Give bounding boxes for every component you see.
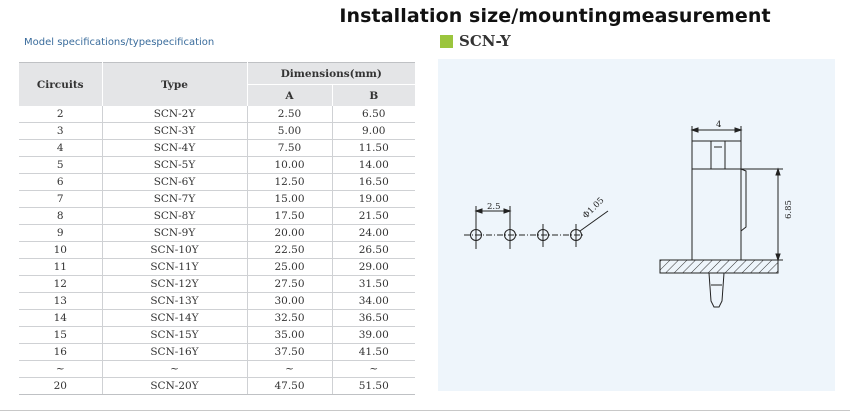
table-row bbox=[19, 259, 415, 276]
table-row bbox=[19, 276, 415, 293]
cell-type: SCN-5Y bbox=[102, 157, 247, 174]
cell-type: ~ bbox=[102, 361, 247, 378]
series-label bbox=[440, 32, 511, 50]
cell-b: 24.00 bbox=[332, 225, 415, 242]
pitch-label: 2.5 bbox=[487, 202, 501, 212]
header-type: Type bbox=[102, 63, 247, 107]
cell-circuits: 10 bbox=[19, 242, 102, 259]
cell-a: 10.00 bbox=[247, 157, 332, 174]
cell-a: 30.00 bbox=[247, 293, 332, 310]
table-row bbox=[19, 123, 415, 140]
cell-b: 6.50 bbox=[332, 106, 415, 123]
cell-b: 14.00 bbox=[332, 157, 415, 174]
cell-type: SCN-13Y bbox=[102, 293, 247, 310]
cell-a: 12.50 bbox=[247, 174, 332, 191]
cell-circuits: ~ bbox=[19, 361, 102, 378]
cell-circuits: 16 bbox=[19, 344, 102, 361]
spec-caption: Model specifications/typespecification bbox=[24, 37, 215, 48]
cell-a: 47.50 bbox=[247, 378, 332, 395]
connector-side-view bbox=[660, 126, 783, 307]
cell-a: ~ bbox=[247, 361, 332, 378]
cell-b: 9.00 bbox=[332, 123, 415, 140]
cell-type: SCN-14Y bbox=[102, 310, 247, 327]
cell-a: 7.50 bbox=[247, 140, 332, 157]
cell-b: ~ bbox=[332, 361, 415, 378]
cell-a: 37.50 bbox=[247, 344, 332, 361]
header-a: A bbox=[247, 85, 332, 107]
cell-circuits: 9 bbox=[19, 225, 102, 242]
cell-a: 25.00 bbox=[247, 259, 332, 276]
cell-circuits: 7 bbox=[19, 191, 102, 208]
cell-b: 16.50 bbox=[332, 174, 415, 191]
hole-diameter-label: Φ1.05 bbox=[581, 195, 607, 222]
table-row bbox=[19, 140, 415, 157]
header-circuits: Circuits bbox=[19, 63, 102, 107]
cell-type: SCN-3Y bbox=[102, 123, 247, 140]
cell-b: 26.50 bbox=[332, 242, 415, 259]
table-row bbox=[19, 378, 415, 395]
cell-circuits: 14 bbox=[19, 310, 102, 327]
cell-b: 51.50 bbox=[332, 378, 415, 395]
header-dimensions: Dimensions(mm) bbox=[247, 63, 415, 85]
height-label: 6.85 bbox=[784, 200, 794, 219]
table-row bbox=[19, 310, 415, 327]
cell-type: SCN-4Y bbox=[102, 140, 247, 157]
table-row bbox=[19, 106, 415, 123]
cell-b: 29.00 bbox=[332, 259, 415, 276]
table-row bbox=[19, 344, 415, 361]
cell-type: SCN-9Y bbox=[102, 225, 247, 242]
table-row bbox=[19, 157, 415, 174]
cell-b: 36.50 bbox=[332, 310, 415, 327]
spec-table bbox=[19, 62, 415, 395]
table-row bbox=[19, 225, 415, 242]
cell-type: SCN-2Y bbox=[102, 106, 247, 123]
cell-a: 17.50 bbox=[247, 208, 332, 225]
cell-circuits: 15 bbox=[19, 327, 102, 344]
cell-circuits: 3 bbox=[19, 123, 102, 140]
cell-a: 20.00 bbox=[247, 225, 332, 242]
cell-a: 35.00 bbox=[247, 327, 332, 344]
cell-b: 11.50 bbox=[332, 140, 415, 157]
table-row bbox=[19, 191, 415, 208]
cell-a: 22.50 bbox=[247, 242, 332, 259]
table-row bbox=[19, 174, 415, 191]
table-row bbox=[19, 293, 415, 310]
cell-type: SCN-12Y bbox=[102, 276, 247, 293]
table-row bbox=[19, 208, 415, 225]
header-b: B bbox=[332, 85, 415, 107]
table-row bbox=[19, 361, 415, 378]
mounting-drawing bbox=[438, 59, 835, 391]
cell-b: 19.00 bbox=[332, 191, 415, 208]
cell-type: SCN-16Y bbox=[102, 344, 247, 361]
cell-type: SCN-20Y bbox=[102, 378, 247, 395]
width-label: 4 bbox=[716, 120, 722, 130]
cell-type: SCN-8Y bbox=[102, 208, 247, 225]
cell-b: 31.50 bbox=[332, 276, 415, 293]
cell-circuits: 11 bbox=[19, 259, 102, 276]
cell-b: 39.00 bbox=[332, 327, 415, 344]
cell-circuits: 12 bbox=[19, 276, 102, 293]
cell-b: 21.50 bbox=[332, 208, 415, 225]
cell-a: 32.50 bbox=[247, 310, 332, 327]
cell-b: 34.00 bbox=[332, 293, 415, 310]
table-row bbox=[19, 242, 415, 259]
table-row bbox=[19, 327, 415, 344]
cell-circuits: 5 bbox=[19, 157, 102, 174]
cell-type: SCN-10Y bbox=[102, 242, 247, 259]
cell-a: 2.50 bbox=[247, 106, 332, 123]
cell-circuits: 8 bbox=[19, 208, 102, 225]
page-title: Installation size/mountingmeasurement bbox=[339, 5, 771, 27]
cell-circuits: 13 bbox=[19, 293, 102, 310]
cell-circuits: 20 bbox=[19, 378, 102, 395]
cell-b: 41.50 bbox=[332, 344, 415, 361]
green-square-icon bbox=[440, 35, 453, 48]
mounting-drawing-panel bbox=[438, 59, 835, 391]
cell-circuits: 6 bbox=[19, 174, 102, 191]
cell-type: SCN-11Y bbox=[102, 259, 247, 276]
cell-a: 5.00 bbox=[247, 123, 332, 140]
cell-type: SCN-6Y bbox=[102, 174, 247, 191]
divider bbox=[0, 410, 850, 411]
cell-a: 27.50 bbox=[247, 276, 332, 293]
cell-circuits: 4 bbox=[19, 140, 102, 157]
cell-type: SCN-15Y bbox=[102, 327, 247, 344]
cell-a: 15.00 bbox=[247, 191, 332, 208]
cell-circuits: 2 bbox=[19, 106, 102, 123]
series-name: SCN-Y bbox=[459, 32, 511, 50]
cell-type: SCN-7Y bbox=[102, 191, 247, 208]
